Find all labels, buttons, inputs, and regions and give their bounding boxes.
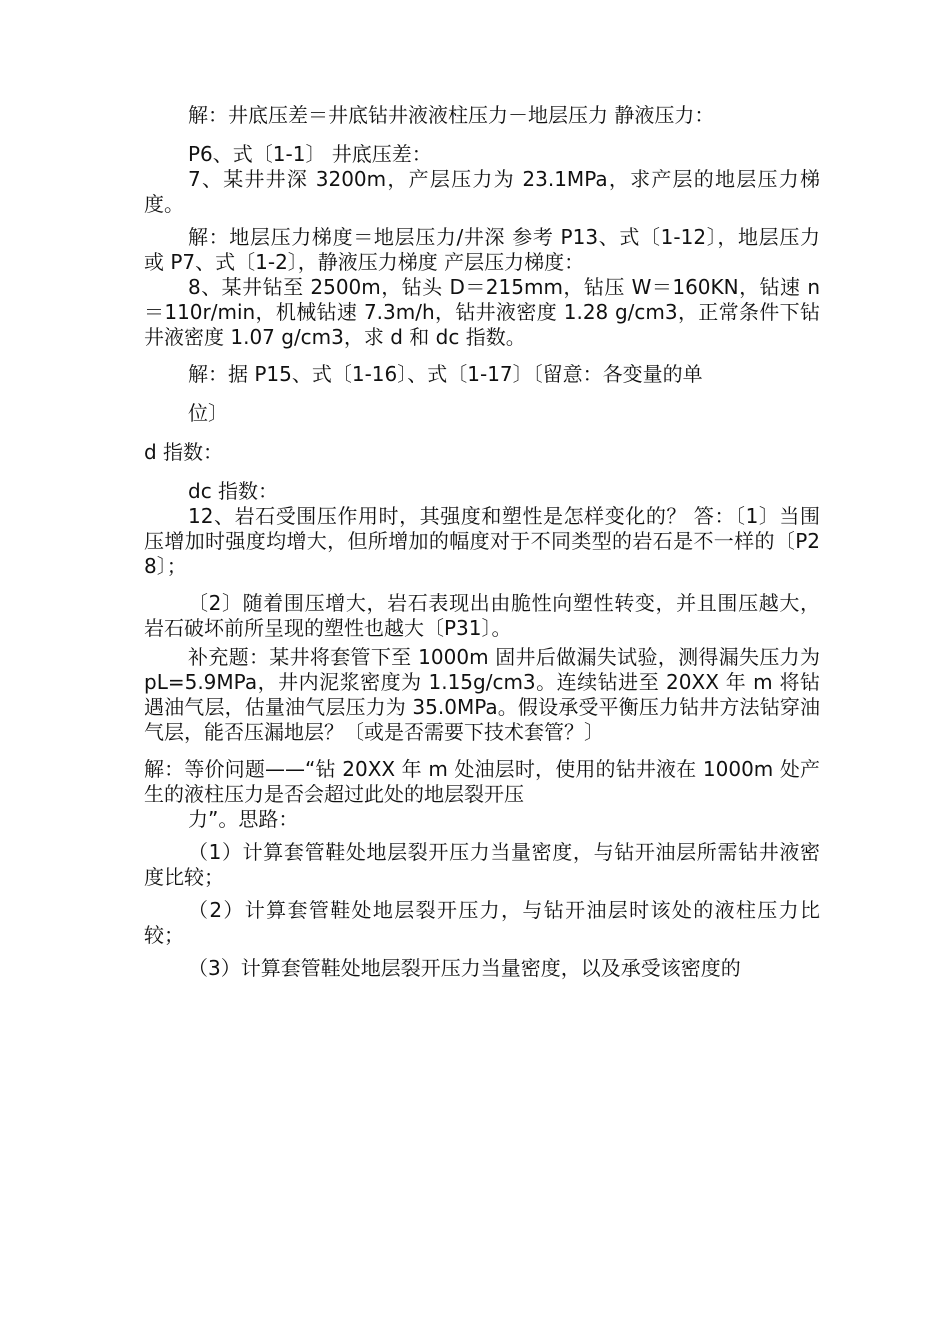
paragraph-approach: 力”。思路： [188,807,299,831]
paragraph-question-12: 12、岩石受围压作用时，其强度和塑性是怎样变化的？ 答：〔1〕当围压增加时强度均增大，但所增加的幅度对于不同类型的岩石是不一样的〔P28〕； [144,504,820,578]
paragraph-d-index: d 指数： [144,440,224,464]
paragraph-reference-p6: P6、式〔1-1〕 井底压差： [188,142,432,166]
paragraph-answer-12-part2: 〔2〕随着围压增大，岩石表现出由脆性向塑性转变，并且围压越大，岩石破坏前所呈现的塑性也越大〔P31〕。 [144,591,820,640]
paragraph-step-1: （1）计算套管鞋处地层裂开压力当量密度，与钻开油层所需钻井液密度比较； [144,840,820,889]
paragraph-supplementary-question: 补充题：某井将套管下至 1000m 固井后做漏失试验，测得漏失压力为 pL=5.9MPa，井内泥浆密度为 1.15g/cm3。连续钻进至 20XX 年 m 将钻遇油气层，估量油气层压力为 35.0MPa。假设承受平衡压力钻井方法钻穿油气层，能否压漏地层？〔或是否需要下技术套管？〕 [144,645,820,744]
paragraph-supplementary-solution: 解：等价问题——“钻 20XX 年 m 处油层时，使用的钻井液在 1000m 处产生的液柱压力是否会超过此处的地层裂开压 [144,757,820,806]
paragraph-step-3: （3）计算套管鞋处地层裂开压力当量密度，以及承受该密度的 [188,956,741,980]
document-body [144,100,820,981]
paragraph-solution-8-cont: 位〕 [188,401,228,425]
paragraph-solution-7: 解：地层压力梯度＝地层压力/井深 参考 P13、式〔1-12〕，地层压力 或 P7、式〔1-2〕，静液压力梯度 产层压力梯度： [144,225,820,274]
paragraph-step-2: （2）计算套管鞋处地层裂开压力，与钻开油层时该处的液柱压力比较； [144,898,820,947]
paragraph-solution-pressure-diff: 解：井底压差＝井底钻井液液柱压力－地层压力 静液压力： [188,103,715,127]
paragraph-question-8: 8、某井钻至 2500m，钻头 D＝215mm，钻压 W＝160KN，钻速 n＝110r/min，机械钻速 7.3m/h，钻井液密度 1.28 g/cm3，正常条件下钻井液密度 1.07 g/cm3，求 d 和 dc 指数。 [144,275,820,349]
paragraph-question-7: 7、某井井深 3200m，产层压力为 23.1MPa，求产层的地层压力梯度。 [144,167,820,216]
paragraph-solution-8: 解：据 P15、式〔1-16〕、式〔1-17〕〔留意：各变量的单 [188,362,703,386]
paragraph-dc-index: dc 指数： [188,479,279,503]
